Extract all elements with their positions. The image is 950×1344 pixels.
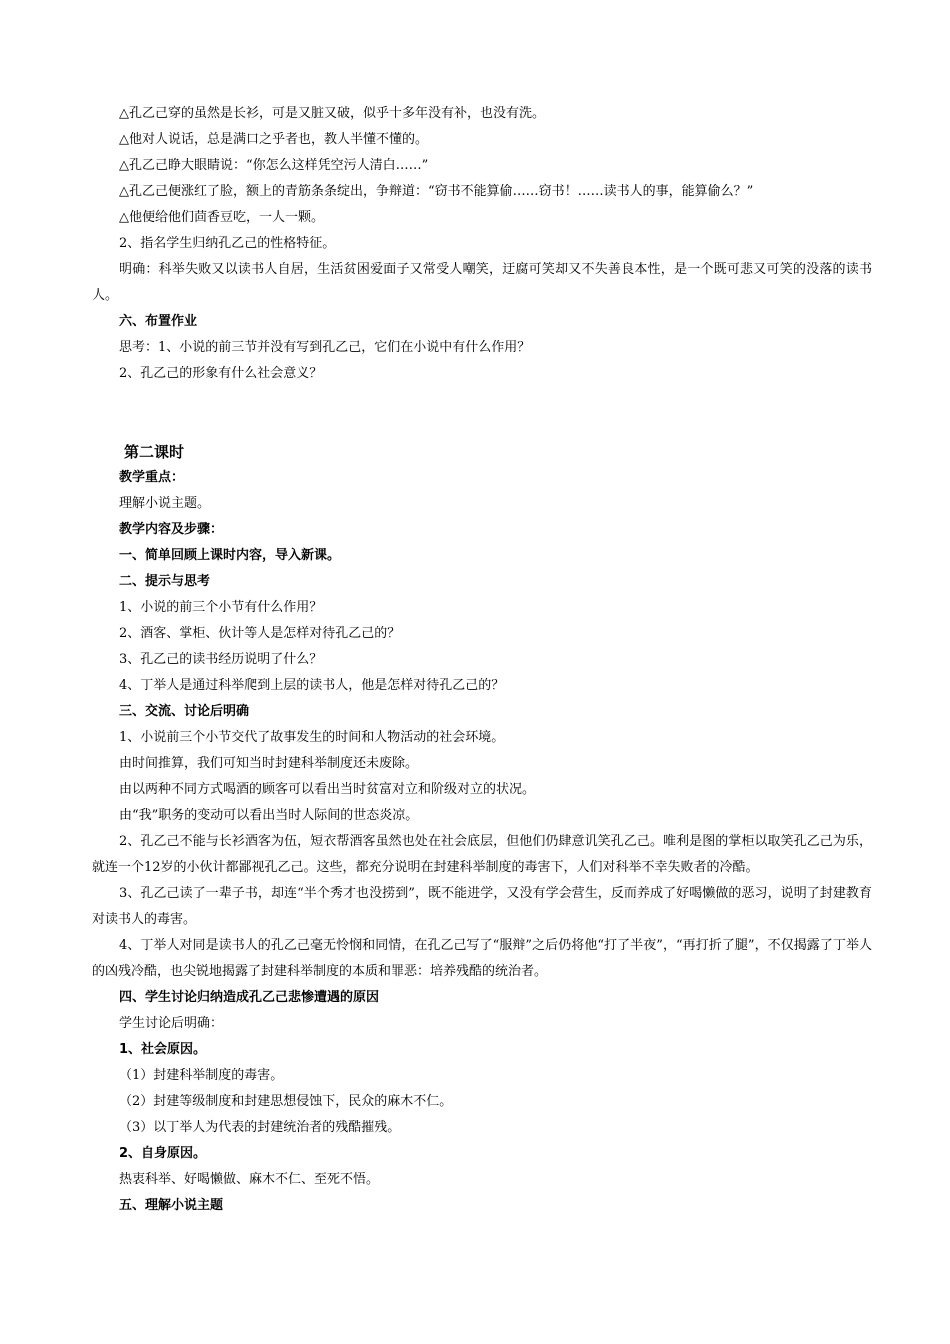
answer-paragraph: 4、丁举人对同是读书人的孔乙己毫无怜悯和同情，在孔乙己写了“服辩”之后仍将他“打了半夜”，“再打折了腿”，不仅揭露了丁举人的凶残冷酷，也尖锐地揭露了封建科举制度的本质和罪恶：培养残酷的统治者。 <box>92 938 872 979</box>
focus-label: 教学重点： <box>119 470 185 485</box>
reason-item: （3）以丁举人为代表的封建统治者的残酷摧残。 <box>119 1120 401 1135</box>
reason-heading: 1、社会原因。 <box>119 1042 207 1057</box>
question-item: 2、酒客、掌柜、伙计等人是怎样对待孔乙己的？ <box>119 626 401 641</box>
step-heading: 四、学生讨论归纳造成孔乙己悲惨遭遇的原因 <box>119 990 380 1005</box>
step-heading: 三、交流、讨论后明确 <box>119 704 250 719</box>
answer-line: 1、小说前三个小节交代了故事发生的时间和人物活动的社会环境。 <box>119 730 505 745</box>
question-item: 4、丁举人是通过科举爬到上层的读书人，他是怎样对待孔乙己的？ <box>119 678 505 693</box>
question-item: 3、孔乙己的读书经历说明了什么？ <box>119 652 323 667</box>
reason-item: （1）封建科举制度的毒害。 <box>119 1068 284 1083</box>
reason-item: 热衷科举、好喝懒做、麻木不仁、至死不悟。 <box>119 1172 380 1187</box>
quote-line: △他便给他们茴香豆吃，一人一颗。 <box>119 210 324 225</box>
content-label: 教学内容及步骤： <box>119 522 224 537</box>
homework-item: 思考：1、小说的前三节并没有写到孔乙己，它们在小说中有什么作用？ <box>119 340 531 355</box>
quote-line: △孔乙己便涨红了脸，额上的青筋条条绽出，争辩道：“窃书不能算偷……窃书！……读书人的事，能算偷么？” <box>119 184 754 199</box>
answer-line: 由以两种不同方式喝酒的顾客可以看出当时贫富对立和阶级对立的状况。 <box>119 782 536 797</box>
discuss-line: 学生讨论后明确： <box>119 1016 224 1031</box>
reason-heading: 2、自身原因。 <box>119 1146 207 1161</box>
task-line: 2、指名学生归纳孔乙己的性格特征。 <box>119 236 336 251</box>
answer-line: 由“我”职务的变动可以看出当时人际间的世态炎凉。 <box>119 808 419 823</box>
reason-item: （2）封建等级制度和封建思想侵蚀下，民众的麻木不仁。 <box>119 1094 453 1109</box>
lesson-two <box>92 439 872 1219</box>
step-heading: 五、理解小说主题 <box>119 1198 224 1213</box>
focus-text: 理解小说主题。 <box>119 496 211 511</box>
quote-line: △孔乙己穿的虽然是长衫，可是又脏又破，似乎十多年没有补，也没有洗。 <box>119 106 545 121</box>
quote-line: △孔乙己睁大眼睛说：“你怎么这样凭空污人清白……” <box>119 158 429 173</box>
lesson-title: 第二课时 <box>124 443 185 461</box>
answer-line: 由时间推算，我们可知当时封建科举制度还未废除。 <box>119 756 419 771</box>
homework-heading: 六、布置作业 <box>119 314 198 329</box>
question-item: 1、小说的前三个小节有什么作用？ <box>119 600 323 615</box>
homework-item: 2、孔乙己的形象有什么社会意义？ <box>119 366 323 381</box>
answer-paragraph: 3、孔乙己读了一辈子书，却连“半个秀才也没捞到”，既不能进学，又没有学会营生，反而养成了好喝懒做的恶习，说明了封建教育对读书人的毒害。 <box>92 886 872 927</box>
quote-line: △他对人说话，总是满口之乎者也，教人半懂不懂的。 <box>119 132 428 147</box>
step-heading: 一、简单回顾上课时内容，导入新课。 <box>119 548 341 563</box>
clarify-paragraph: 明确：科举失败又以读书人自居，生活贫困爱面子又常受人嘲笑，迂腐可笑却又不失善良本性，是一个既可悲又可笑的没落的读书人。 <box>92 262 872 303</box>
lesson-one-tail <box>92 101 872 387</box>
step-heading: 二、提示与思考 <box>119 574 211 589</box>
answer-paragraph: 2、孔乙己不能与长衫酒客为伍，短衣帮酒客虽然也处在社会底层，但他们仍肆意讥笑孔乙己。唯利是图的掌柜以取笑孔乙己为乐，就连一个12岁的小伙计都鄙视孔乙己。这些，都充分说明在封建科举制度的毒害下，人们对科举不幸失败者的冷酷。 <box>92 834 872 875</box>
